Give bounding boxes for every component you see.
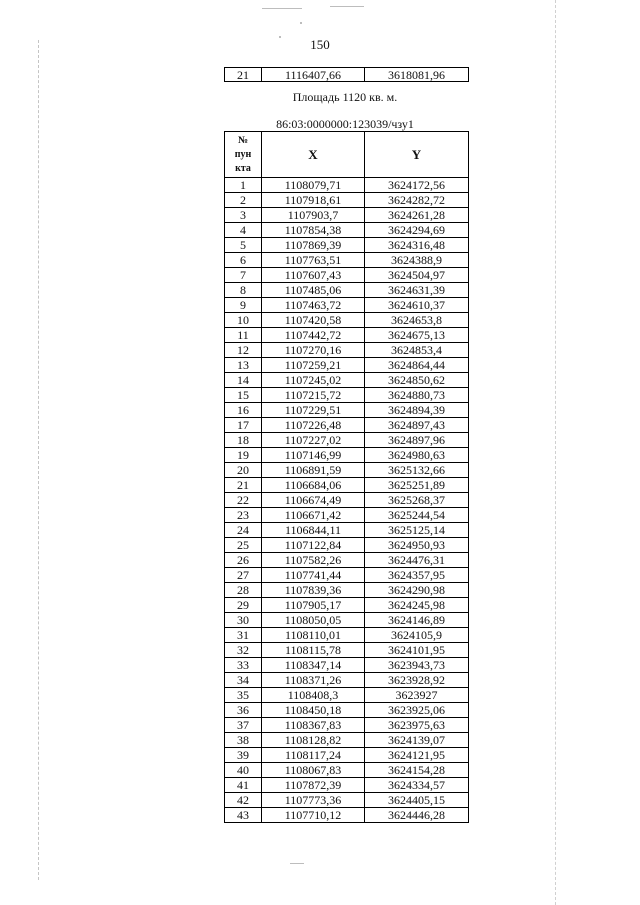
y-coordinate-cell: 3624105,9 — [365, 628, 469, 643]
table-row — [225, 298, 469, 313]
point-number-cell: 38 — [225, 733, 262, 748]
x-coordinate-cell: 1108450,18 — [262, 703, 365, 718]
table-row — [225, 463, 469, 478]
y-coordinate-cell: 3623925,06 — [365, 703, 469, 718]
y-coordinate-cell: 3624261,28 — [365, 208, 469, 223]
x-coordinate-cell: 1107442,72 — [262, 328, 365, 343]
y-coordinate-cell: 3624294,69 — [365, 223, 469, 238]
point-number-cell: 27 — [225, 568, 262, 583]
x-coordinate-cell: 1107420,58 — [262, 313, 365, 328]
coordinates-table — [224, 131, 469, 823]
point-number-header-line: № — [237, 134, 249, 146]
point-number-cell: 19 — [225, 448, 262, 463]
point-number-cell: 12 — [225, 343, 262, 358]
y-coordinate-cell: 3625268,37 — [365, 493, 469, 508]
point-number-cell: 39 — [225, 748, 262, 763]
point-number-cell: 21 — [225, 478, 262, 493]
y-coordinate-cell: 3623928,92 — [365, 673, 469, 688]
y-coordinate-cell: 3624101,95 — [365, 643, 469, 658]
table-row — [225, 403, 469, 418]
table-row — [225, 778, 469, 793]
point-number-cell: 13 — [225, 358, 262, 373]
point-number-cell: 43 — [225, 808, 262, 823]
y-coordinate-cell: 3625251,89 — [365, 478, 469, 493]
point-number-cell: 4 — [225, 223, 262, 238]
point-number-cell: 29 — [225, 598, 262, 613]
point-number-cell: 25 — [225, 538, 262, 553]
y-coordinate-cell: 3623943,73 — [365, 658, 469, 673]
point-number-cell: 35 — [225, 688, 262, 703]
x-coordinate-cell: 1107773,36 — [262, 793, 365, 808]
x-coordinate-cell: 1108115,78 — [262, 643, 365, 658]
point-number-cell: 2 — [225, 193, 262, 208]
table-row — [225, 673, 469, 688]
y-coordinate-cell: 3624146,89 — [365, 613, 469, 628]
table-row — [225, 448, 469, 463]
x-coordinate-cell: 1108367,83 — [262, 718, 365, 733]
point-number-header-line: кта — [235, 162, 251, 174]
point-number-cell: 23 — [225, 508, 262, 523]
table-row — [225, 433, 469, 448]
point-number-cell: 30 — [225, 613, 262, 628]
y-coordinate-cell: 3625132,66 — [365, 463, 469, 478]
table-row — [225, 418, 469, 433]
x-coordinate-cell: 1107869,39 — [262, 238, 365, 253]
y-coordinate-cell: 3624675,13 — [365, 328, 469, 343]
scan-speck — [262, 8, 302, 9]
point-number-cell: 14 — [225, 373, 262, 388]
x-coordinate-cell: 1107146,99 — [262, 448, 365, 463]
x-coordinate-cell: 1107905,17 — [262, 598, 365, 613]
point-number-cell: 10 — [225, 313, 262, 328]
x-coordinate-cell: 1108371,26 — [262, 673, 365, 688]
table-row — [225, 583, 469, 598]
y-coordinate-cell: 3624282,72 — [365, 193, 469, 208]
y-coordinate-cell: 3623975,63 — [365, 718, 469, 733]
x-coordinate-cell: 1107763,51 — [262, 253, 365, 268]
table-row — [225, 268, 469, 283]
x-coordinate-cell: 1107245,02 — [262, 373, 365, 388]
y-coordinate-cell: 3624245,98 — [365, 598, 469, 613]
y-coordinate-cell: 3625244,54 — [365, 508, 469, 523]
point-number-cell: 31 — [225, 628, 262, 643]
point-number-cell: 21 — [225, 68, 262, 82]
table-row — [225, 523, 469, 538]
y-coordinate-cell: 3624980,63 — [365, 448, 469, 463]
y-coordinate-cell: 3623927 — [365, 688, 469, 703]
y-coordinate-cell: 3624388,9 — [365, 253, 469, 268]
x-coordinate-cell: 1107259,21 — [262, 358, 365, 373]
point-number-cell: 7 — [225, 268, 262, 283]
header-row — [225, 132, 469, 178]
table-row — [225, 553, 469, 568]
point-number-cell: 36 — [225, 703, 262, 718]
point-number-cell: 34 — [225, 673, 262, 688]
table-row — [225, 343, 469, 358]
point-number-cell: 37 — [225, 718, 262, 733]
y-coordinate-cell: 3625125,14 — [365, 523, 469, 538]
x-coordinate-cell: 1107741,44 — [262, 568, 365, 583]
y-coordinate-cell: 3624853,4 — [365, 343, 469, 358]
previous-table-tail — [224, 67, 469, 82]
table-row — [225, 223, 469, 238]
scan-speck — [290, 863, 304, 864]
point-number-cell: 5 — [225, 238, 262, 253]
y-coordinate-cell: 3624880,73 — [365, 388, 469, 403]
x-coordinate-cell: 1107582,26 — [262, 553, 365, 568]
x-coordinate-cell: 1108408,3 — [262, 688, 365, 703]
y-coordinate-cell: 3624864,44 — [365, 358, 469, 373]
y-coordinate-cell: 3624334,57 — [365, 778, 469, 793]
y-coordinate-cell: 3624405,15 — [365, 793, 469, 808]
table-row — [225, 388, 469, 403]
y-coordinate-cell: 3624121,95 — [365, 748, 469, 763]
point-number-cell: 22 — [225, 493, 262, 508]
x-coordinate-cell: 1108347,14 — [262, 658, 365, 673]
y-coordinate-cell: 3624850,62 — [365, 373, 469, 388]
y-coordinate-cell: 3624290,98 — [365, 583, 469, 598]
y-coordinate-cell: 3624476,31 — [365, 553, 469, 568]
scan-speck — [300, 22, 302, 24]
point-number-cell: 3 — [225, 208, 262, 223]
point-number-cell: 40 — [225, 763, 262, 778]
y-coordinate-cell: 3624139,07 — [365, 733, 469, 748]
table-row — [225, 748, 469, 763]
y-header: Y — [365, 132, 469, 178]
table-row — [225, 358, 469, 373]
x-coordinate-cell: 1107607,43 — [262, 268, 365, 283]
area-note: Площадь 1120 кв. м. — [292, 90, 398, 104]
y-coordinate-cell: 3624897,96 — [365, 433, 469, 448]
x-coordinate-cell: 1108128,82 — [262, 733, 365, 748]
y-coordinate-cell: 3624631,39 — [365, 283, 469, 298]
table-row — [225, 688, 469, 703]
x-coordinate-cell: 1107872,39 — [262, 778, 365, 793]
y-coordinate-cell: 3624172,56 — [365, 178, 469, 193]
point-number-header-line: пун — [234, 148, 252, 160]
scan-speck — [330, 6, 364, 7]
table-row — [225, 68, 469, 82]
y-coordinate-cell: 3624610,37 — [365, 298, 469, 313]
point-number-cell: 17 — [225, 418, 262, 433]
point-number-cell: 20 — [225, 463, 262, 478]
parcel-id: 86:03:0000000:123039/чзу1 — [276, 117, 414, 131]
point-number-cell: 33 — [225, 658, 262, 673]
point-number-cell: 24 — [225, 523, 262, 538]
point-number-cell: 32 — [225, 643, 262, 658]
x-coordinate-cell: 1107485,06 — [262, 283, 365, 298]
x-coordinate-cell: 1106891,59 — [262, 463, 365, 478]
table-row — [225, 643, 469, 658]
table-row — [225, 178, 469, 193]
y-coordinate-cell: 3624950,93 — [365, 538, 469, 553]
x-coordinate-cell: 1107215,72 — [262, 388, 365, 403]
table-row — [225, 238, 469, 253]
x-header: X — [262, 132, 365, 178]
point-number-cell: 8 — [225, 283, 262, 298]
y-coordinate-cell: 3618081,96 — [365, 68, 469, 82]
x-coordinate-cell: 1116407,66 — [262, 68, 365, 82]
x-coordinate-cell: 1106684,06 — [262, 478, 365, 493]
x-coordinate-cell: 1108117,24 — [262, 748, 365, 763]
table-row — [225, 718, 469, 733]
coordinates-table-body — [225, 178, 469, 823]
x-coordinate-cell: 1108050,05 — [262, 613, 365, 628]
table-row — [225, 328, 469, 343]
x-coordinate-cell: 1106671,42 — [262, 508, 365, 523]
x-coordinate-cell: 1107903,7 — [262, 208, 365, 223]
table-row — [225, 598, 469, 613]
point-number-cell: 9 — [225, 298, 262, 313]
table-row — [225, 373, 469, 388]
table-row — [225, 253, 469, 268]
x-coordinate-cell: 1107839,36 — [262, 583, 365, 598]
x-coordinate-cell: 1107854,38 — [262, 223, 365, 238]
x-coordinate-cell: 1107710,12 — [262, 808, 365, 823]
point-number-cell: 41 — [225, 778, 262, 793]
x-coordinate-cell: 1107227,02 — [262, 433, 365, 448]
table-row — [225, 733, 469, 748]
y-coordinate-cell: 3624357,95 — [365, 568, 469, 583]
x-coordinate-cell: 1108079,71 — [262, 178, 365, 193]
table-row — [225, 613, 469, 628]
table-row — [225, 313, 469, 328]
table-row — [225, 793, 469, 808]
point-number-cell: 16 — [225, 403, 262, 418]
point-number-cell: 26 — [225, 553, 262, 568]
page-number: 150 — [310, 37, 330, 52]
y-coordinate-cell: 3624316,48 — [365, 238, 469, 253]
table-row — [225, 628, 469, 643]
x-coordinate-cell: 1107270,16 — [262, 343, 365, 358]
x-coordinate-cell: 1108110,01 — [262, 628, 365, 643]
y-coordinate-cell: 3624897,43 — [365, 418, 469, 433]
x-coordinate-cell: 1108067,83 — [262, 763, 365, 778]
point-number-header — [225, 132, 262, 178]
table-row — [225, 493, 469, 508]
point-number-cell: 15 — [225, 388, 262, 403]
table-row — [225, 478, 469, 493]
table-row — [225, 193, 469, 208]
table-row — [225, 568, 469, 583]
x-coordinate-cell: 1106844,11 — [262, 523, 365, 538]
y-coordinate-cell: 3624504,97 — [365, 268, 469, 283]
point-number-cell: 1 — [225, 178, 262, 193]
y-coordinate-cell: 3624446,28 — [365, 808, 469, 823]
point-number-cell: 42 — [225, 793, 262, 808]
table-row — [225, 283, 469, 298]
point-number-cell: 6 — [225, 253, 262, 268]
table-row — [225, 763, 469, 778]
y-coordinate-cell: 3624894,39 — [365, 403, 469, 418]
x-coordinate-cell: 1107463,72 — [262, 298, 365, 313]
x-coordinate-cell: 1106674,49 — [262, 493, 365, 508]
x-coordinate-cell: 1107122,84 — [262, 538, 365, 553]
table-row — [225, 658, 469, 673]
table-row — [225, 703, 469, 718]
y-coordinate-cell: 3624154,28 — [365, 763, 469, 778]
y-coordinate-cell: 3624653,8 — [365, 313, 469, 328]
table-row — [225, 808, 469, 823]
scan-edge-left — [38, 40, 39, 880]
x-coordinate-cell: 1107229,51 — [262, 403, 365, 418]
scan-edge-right — [555, 0, 556, 905]
table-row — [225, 208, 469, 223]
x-coordinate-cell: 1107226,48 — [262, 418, 365, 433]
table-row — [225, 508, 469, 523]
table-row — [225, 538, 469, 553]
x-coordinate-cell: 1107918,61 — [262, 193, 365, 208]
point-number-cell: 28 — [225, 583, 262, 598]
point-number-cell: 11 — [225, 328, 262, 343]
point-number-cell: 18 — [225, 433, 262, 448]
